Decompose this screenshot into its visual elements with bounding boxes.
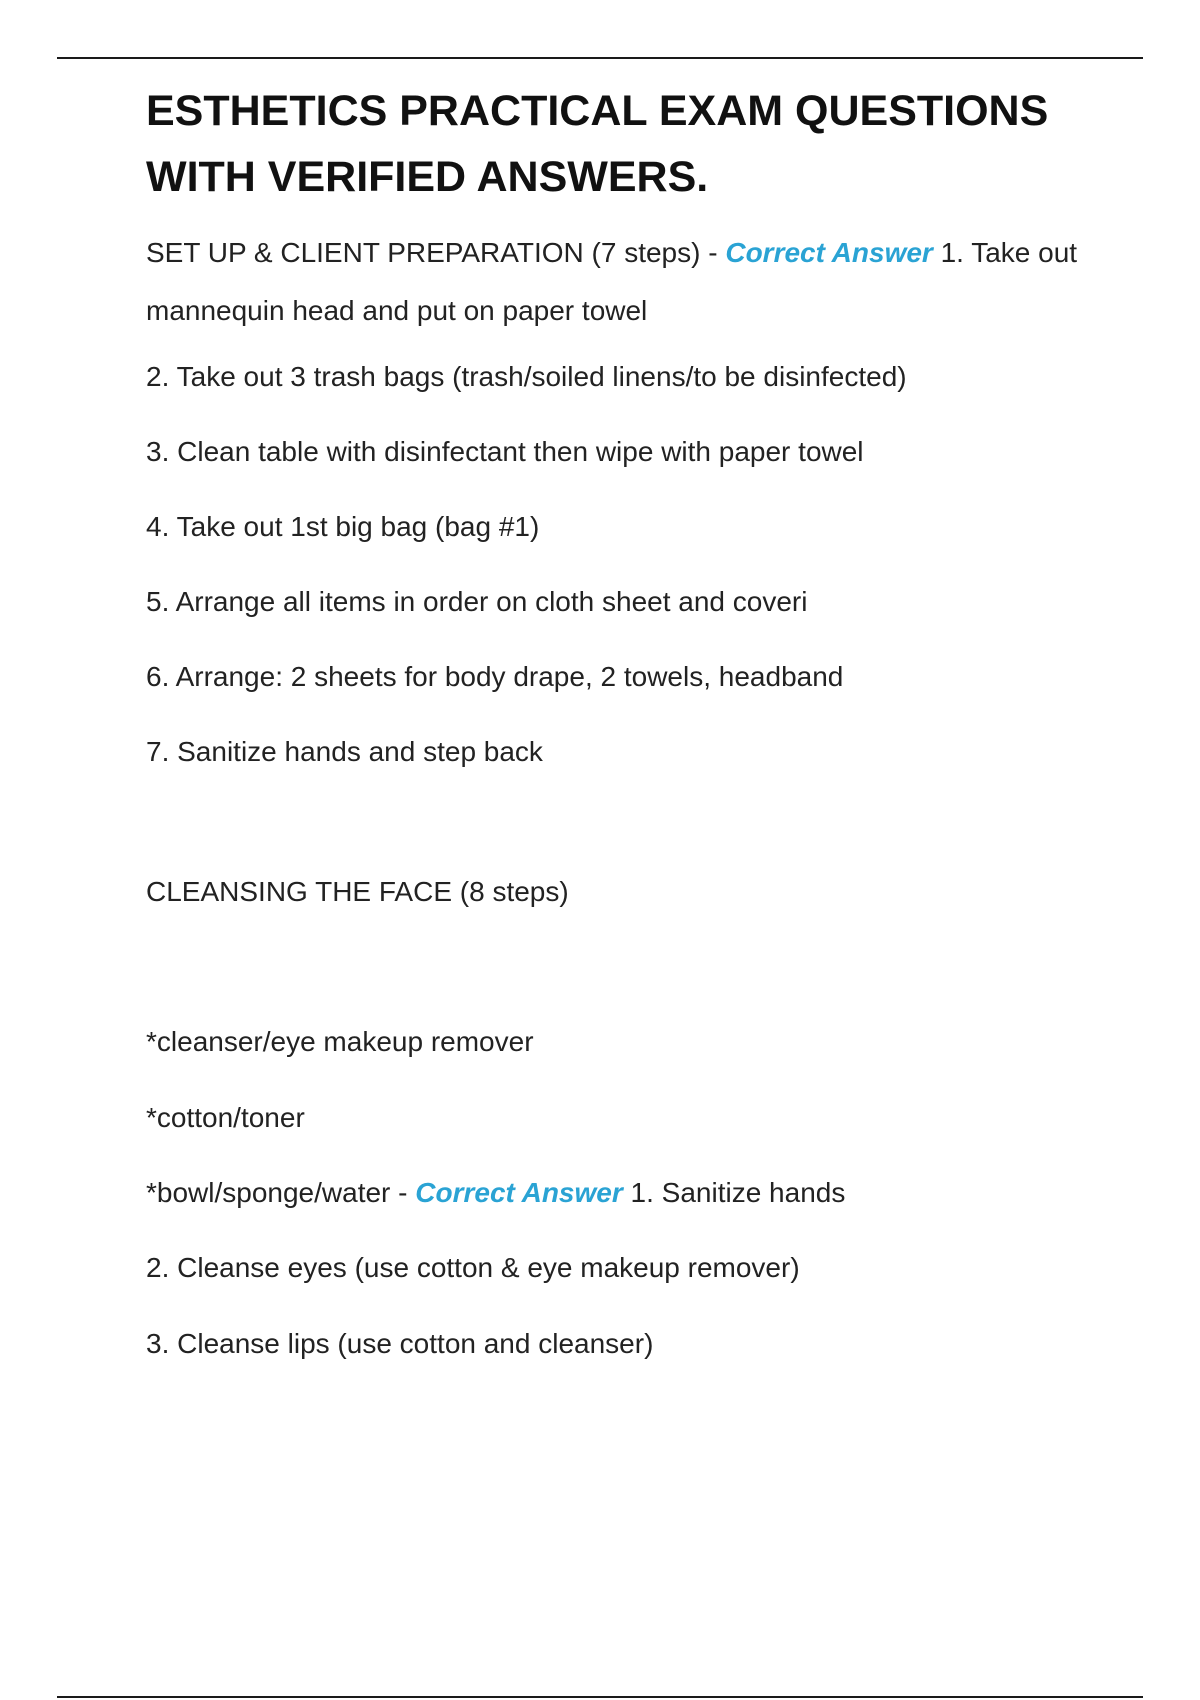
correct-answer-label: Correct Answer <box>415 1177 623 1208</box>
section1-step-4: 4. Take out 1st big bag (bag #1) <box>146 511 540 542</box>
title-line-2: WITH VERIFIED ANSWERS. <box>146 153 709 201</box>
section2-question-text: *bowl/sponge/water - <box>146 1177 408 1208</box>
section1-step-6: 6. Arrange: 2 sheets for body drape, 2 towels, headband <box>146 661 844 692</box>
section2-question <box>146 1168 1106 1218</box>
section1-step-1: 1. Take out mannequin head and put on paper towel <box>146 237 1078 326</box>
title-line-1: ESTHETICS PRACTICAL EXAM QUESTIONS <box>146 87 1049 135</box>
document-title <box>146 78 1106 210</box>
section1-step-7: 7. Sanitize hands and step back <box>146 736 543 767</box>
section1-step-5: 5. Arrange all items in order on cloth sheet and coveri <box>146 586 808 617</box>
section2-item-2: *cotton/toner <box>146 1102 305 1133</box>
document-body <box>146 78 1106 1369</box>
section2-step-1: 1. Sanitize hands <box>630 1177 846 1208</box>
section1-question-text: SET UP & CLIENT PREPARATION (7 steps) - <box>146 237 718 268</box>
section2-heading: CLEANSING THE FACE (8 steps) <box>146 876 569 907</box>
section1-step-2: 2. Take out 3 trash bags (trash/soiled linens/to be disinfected) <box>146 361 907 392</box>
section1-step-3: 3. Clean table with disinfectant then wipe with paper towel <box>146 436 864 467</box>
top-divider <box>57 57 1143 59</box>
section2-step-2: 2. Cleanse eyes (use cotton & eye makeup remover) <box>146 1252 800 1283</box>
section1-question <box>146 224 1106 340</box>
section2-item-1: *cleanser/eye makeup remover <box>146 1026 534 1057</box>
correct-answer-label: Correct Answer <box>725 237 933 268</box>
section2-step-3: 3. Cleanse lips (use cotton and cleanser) <box>146 1328 654 1359</box>
bottom-divider <box>57 1696 1143 1698</box>
